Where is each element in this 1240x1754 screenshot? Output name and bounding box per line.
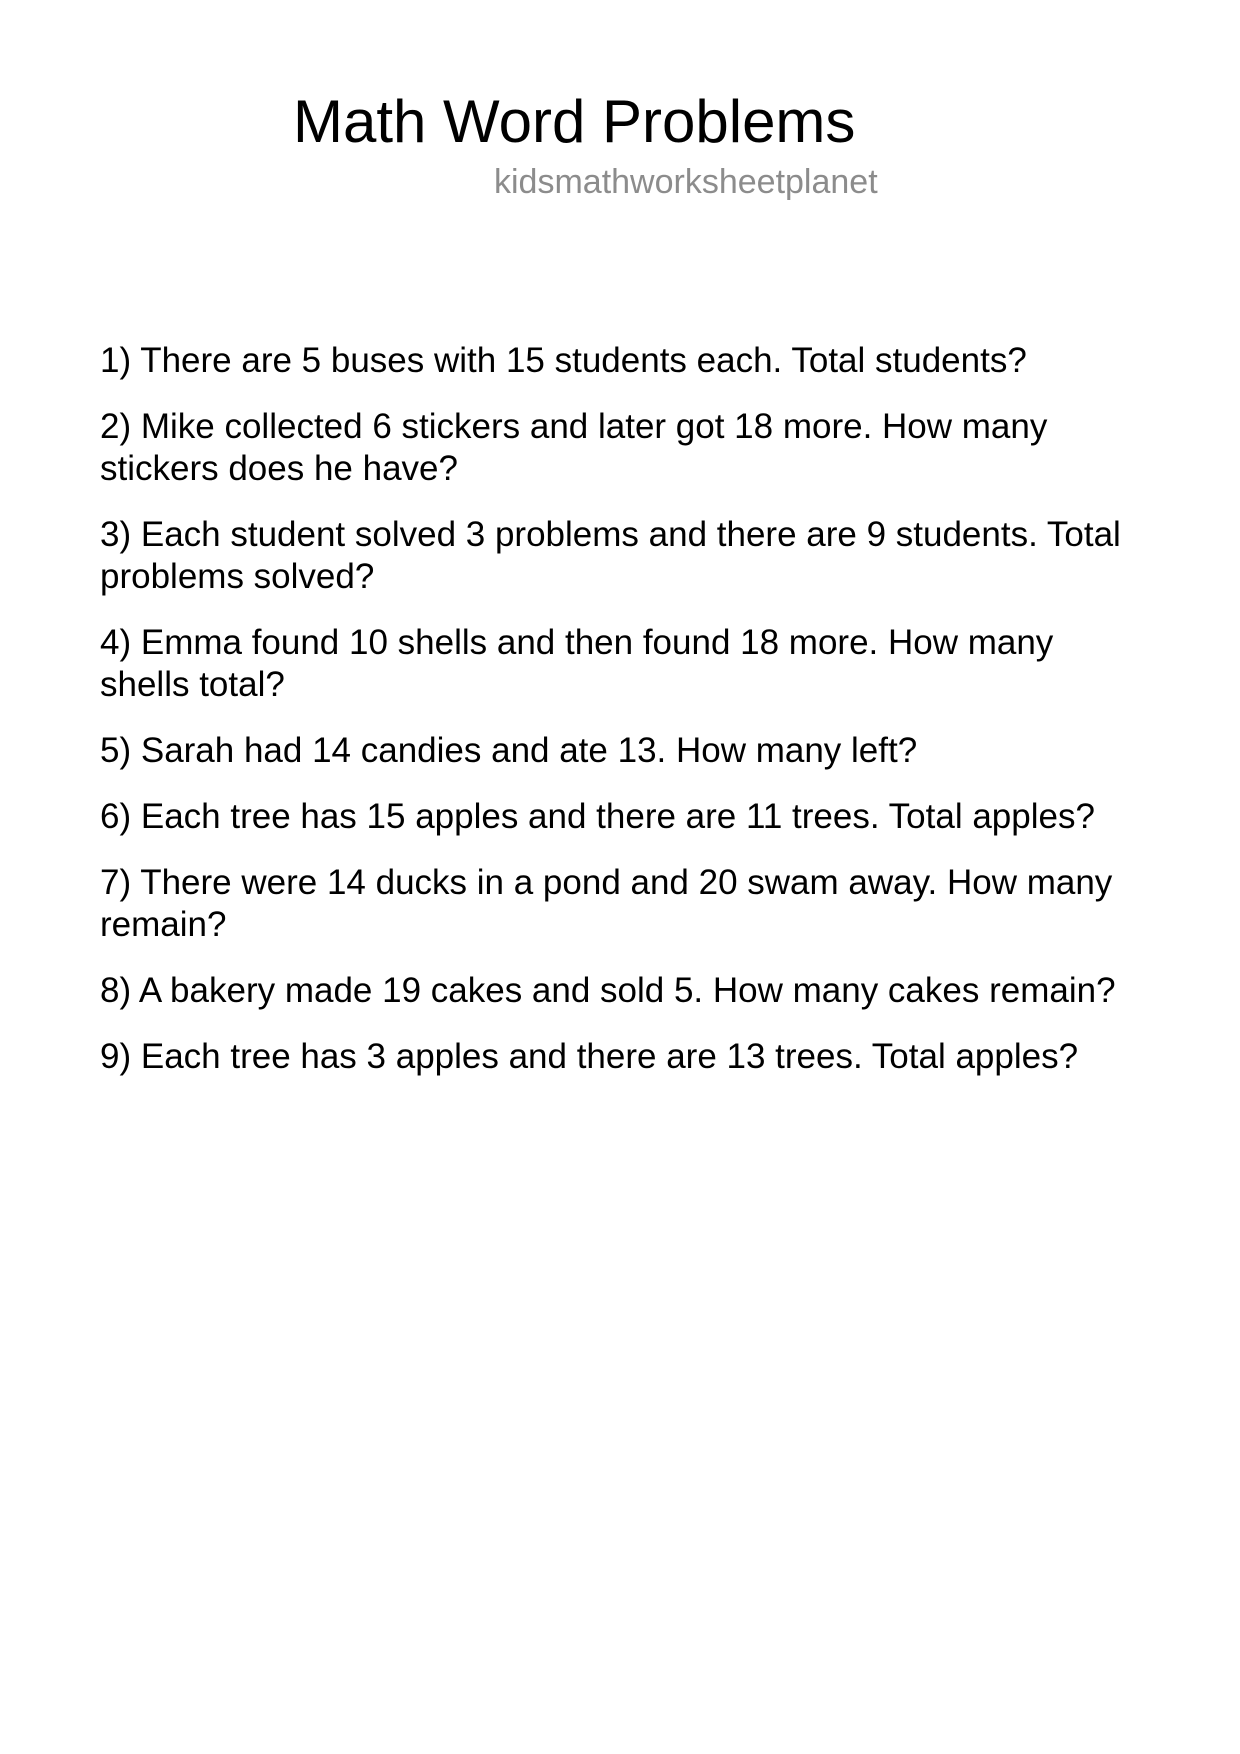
problem-item-7: 7) There were 14 ducks in a pond and 20 swam away. How many remain? (100, 863, 1113, 944)
problem-item-8: 8) A bakery made 19 cakes and sold 5. How many cakes remain? (100, 971, 1116, 1010)
problem-item-4: 4) Emma found 10 shells and then found 18 more. How many shells total? (100, 623, 1054, 704)
page-subtitle: kidsmathworksheetplanet (494, 163, 878, 201)
problem-item-2: 2) Mike collected 6 stickers and later got 18 more. How many stickers does he have? (100, 407, 1048, 488)
problem-item-9: 9) Each tree has 3 apples and there are 13 trees. Total apples? (100, 1037, 1079, 1076)
problem-list (100, 340, 1138, 1102)
problem-item-6: 6) Each tree has 15 apples and there are 11 trees. Total apples? (100, 797, 1095, 836)
page-title: Math Word Problems (293, 88, 856, 155)
problem-item-1: 1) There are 5 buses with 15 students each. Total students? (100, 341, 1027, 380)
problem-item-3: 3) Each student solved 3 problems and there are 9 students. Total problems solved? (100, 515, 1121, 596)
problem-item-5: 5) Sarah had 14 candies and ate 13. How many left? (100, 731, 918, 770)
